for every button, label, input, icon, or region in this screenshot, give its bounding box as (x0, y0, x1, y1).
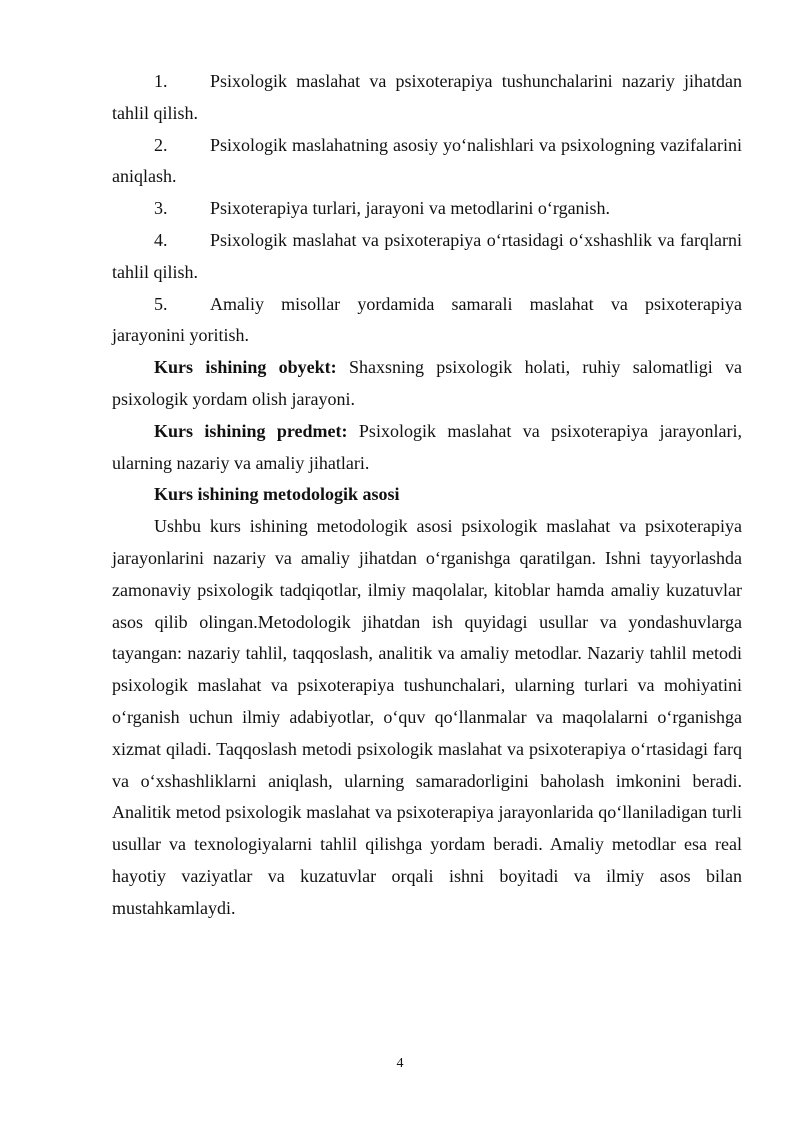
list-text: Amaliy misollar yordamida samarali maslahat va psixoterapiya jarayonini yoritish. (112, 293, 742, 346)
list-item (112, 193, 742, 225)
list-number: 2. (154, 134, 168, 155)
list-item (112, 225, 742, 289)
list-number: 1. (154, 71, 168, 91)
list-number: 3. (154, 198, 168, 219)
object-paragraph (112, 352, 742, 416)
subject-text: Psixologik maslahat va psixoterapiya jarayonlari, ularning nazariy va amaliy jihatlari. (112, 420, 742, 473)
object-text: Shaxsning psixologik holati, ruhiy salomatligi va psixologik yordam olish jarayoni. (112, 357, 743, 409)
methodology-paragraph: Ushbu kurs ishining metodologik asosi psixologik maslahat va psixoterapiya jarayonlarini nazariy va amaliy jihatdan o‘rganishga qaratilgan. Ishni tayyorlashda zamonaviy psixologik tadqiqotlar, ilmiy maqolalar, kitoblar hamda amaliy kuzatuvlar asos qilib olingan.Metodologik jihatdan ish quyidagi usullar va yondashuvlarga tayangan: nazariy tahlil, taqqoslash, analitik va amaliy metodlar. Nazariy tahlil metodi psixologik maslahat va psixoterapiya tushunchalari, ularning turlari va mohiyatini o‘rganish uchun ilmiy adabiyotlar, o‘quv qo‘llanmalar va maqolalarni o‘rganishga xizmat qiladi. Taqqoslash metodi psixologik maslahat va psixoterapiya o‘rtasidagi farq va o‘xshashliklarni aniqlash, ularning samaradorligini baholash imkonini beradi. Analitik metod psixologik maslahat va psixoterapiya jarayonlarida qo‘llaniladigan turli usullar va texnologiyalarni tahlil qilishga yordam beradi. Amaliy metodlar esa real hayotiy vaziyatlar va kuzatuvlar orqali ishni boyitadi va ilmiy asos bilan mustahkamlaydi. (112, 516, 742, 918)
methodology-heading: Kurs ishining metodologik asosi (154, 484, 400, 505)
list-item (112, 130, 742, 194)
subject-label: Kurs ishining predmet: (154, 420, 348, 441)
list-item (112, 289, 742, 353)
list-text: Psixologik maslahat va psixoterapiya o‘rtasidagi o‘xshashlik va farqlarni tahlil qilish. (112, 229, 742, 282)
list-text: Psixoterapiya turlari, jarayoni va metodlarini o‘rganish. (210, 198, 611, 219)
page-number: 4 (396, 1056, 404, 1071)
list-text: Psixologik maslahatning asosiy yo‘nalishlari va psixologning vazifalarini aniqlash. (112, 134, 742, 187)
subject-paragraph (112, 416, 742, 480)
list-number: 4. (154, 229, 168, 250)
object-label: Kurs ishining obyekt: (154, 357, 337, 378)
list-text: Psixologik maslahat va psixoterapiya tushunchalarini nazariy jihatdan tahlil qilish. (112, 71, 742, 123)
document-page (112, 66, 742, 925)
list-number: 5. (154, 293, 168, 314)
list-item (112, 66, 742, 130)
